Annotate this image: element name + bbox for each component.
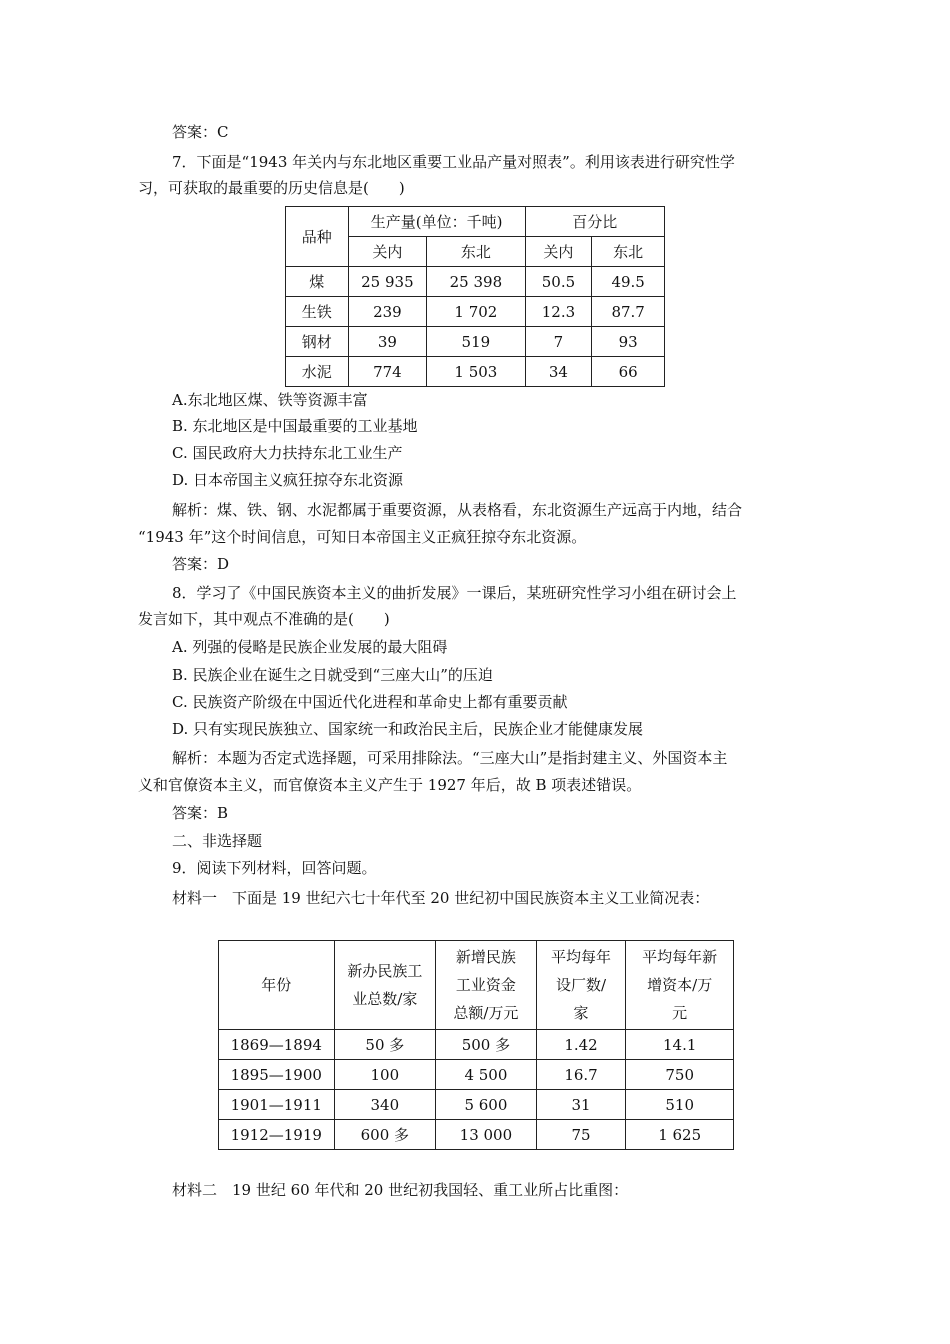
table-cell: 34 (525, 357, 592, 387)
answer-q7: 答案：D (172, 555, 230, 573)
option-7a: A.东北地区煤、铁等资源丰富 (172, 391, 368, 409)
answer-q6: 答案：C (172, 123, 229, 141)
table-cell: 5 600 (436, 1090, 537, 1120)
table-cell: 66 (592, 357, 665, 387)
table2-header-new-factories (334, 941, 436, 1030)
option-8a: A. 列强的侵略是民族企业发展的最大阻碍 (172, 638, 448, 656)
table-cell: 7 (525, 327, 592, 357)
header-text: 设厂数/ (556, 976, 607, 994)
table-row (219, 1060, 734, 1090)
header-text: 总额/万元 (453, 1004, 519, 1022)
section-heading: 二、非选择题 (172, 832, 263, 850)
table-cell: 239 (348, 297, 427, 327)
table-cell: 1 503 (427, 357, 525, 387)
option-7b: B. 东北地区是中国最重要的工业基地 (172, 417, 418, 435)
table-cell: 500 多 (436, 1030, 537, 1060)
table-cell: 75 (536, 1120, 626, 1150)
table-cell: 1901—1911 (219, 1090, 335, 1120)
table-cell: 1.42 (536, 1030, 626, 1060)
table-cell: 39 (348, 327, 427, 357)
table-row (219, 1120, 734, 1150)
table-cell: 100 (334, 1060, 436, 1090)
option-7c: C. 国民政府大力扶持东北工业生产 (172, 444, 403, 462)
question-8-line-1: 8．学习了《中国民族资本主义的曲折发展》一课后，某班研究性学习小组在研讨会上 (172, 584, 737, 602)
question-7-line-2: 习，可获取的最重要的历史信息是( ) (138, 179, 405, 197)
table-cell: 13 000 (436, 1120, 537, 1150)
table-cell: 1895—1900 (219, 1060, 335, 1090)
table-row (286, 297, 665, 327)
table-cell: 16.7 (536, 1060, 626, 1090)
explanation-7-line-1: 解析：煤、铁、钢、水泥都属于重要资源，从表格看，东北资源生产远高于内地，结合 (172, 501, 743, 519)
option-8d: D. 只有实现民族独立、国家统一和政治民主后，民族企业才能健康发展 (172, 720, 644, 738)
table-cell: 14.1 (626, 1030, 734, 1060)
table-cell: 25 935 (348, 267, 427, 297)
option-8c: C. 民族资产阶级在中国近代化进程和革命史上都有重要贡献 (172, 693, 568, 711)
table1-header-dongbei-pct: 东北 (592, 237, 665, 267)
table-row (286, 267, 665, 297)
table-cell: 774 (348, 357, 427, 387)
header-text: 平均每年 (551, 948, 612, 966)
table2-header-avg-capital (626, 941, 734, 1030)
material-1-intro: 材料一 下面是 19 世纪六七十年代至 20 世纪初中国民族资本主义工业简况表： (172, 889, 710, 907)
header-text: 工业资金 (455, 976, 516, 994)
table1-header-dongbei: 东北 (427, 237, 525, 267)
table-cell: 50.5 (525, 267, 592, 297)
table-cell: 1 702 (427, 297, 525, 327)
option-8b: B. 民族企业在诞生之日就受到“三座大山”的压迫 (172, 666, 493, 684)
table-row (219, 1030, 734, 1060)
table-cell: 4 500 (436, 1060, 537, 1090)
answer-q8: 答案：B (172, 804, 229, 822)
table-cell: 1 625 (626, 1120, 734, 1150)
header-text: 新办民族工 (347, 962, 423, 980)
table1-header-percent: 百分比 (525, 207, 664, 237)
question-8-line-2: 发言如下，其中观点不准确的是( ) (138, 610, 390, 628)
table-cell: 1869—1894 (219, 1030, 335, 1060)
header-text: 增资本/万 (647, 976, 713, 994)
table2-header-new-capital (436, 941, 537, 1030)
explanation-7-line-2: “1943 年”这个时间信息，可知日本帝国主义正疯狂掠夺东北资源。 (138, 528, 587, 546)
table-cell: 510 (626, 1090, 734, 1120)
table-cell: 31 (536, 1090, 626, 1120)
table-row (286, 357, 665, 387)
header-text: 业总数/家 (352, 990, 418, 1008)
table-cell: 87.7 (592, 297, 665, 327)
material-2-intro: 材料二 19 世纪 60 年代和 20 世纪初我国轻、重工业所占比重图： (172, 1181, 629, 1199)
table1-header-guannei-pct: 关内 (525, 237, 592, 267)
option-7d: D. 日本帝国主义疯狂掠夺东北资源 (172, 471, 404, 489)
table-cell: 水泥 (286, 357, 349, 387)
table-row (286, 327, 665, 357)
explanation-8-line-1: 解析：本题为否定式选择题，可采用排除法。“三座大山”是指封建主义、外国资本主 (172, 749, 728, 767)
table-cell: 519 (427, 327, 525, 357)
table-cell: 50 多 (334, 1030, 436, 1060)
production-comparison-table (285, 206, 665, 387)
question-9: 9．阅读下列材料，回答问题。 (172, 859, 377, 877)
table-row (219, 1090, 734, 1120)
table1-header-variety: 品种 (286, 207, 349, 267)
table-cell: 钢材 (286, 327, 349, 357)
table-cell: 600 多 (334, 1120, 436, 1150)
table-cell: 生铁 (286, 297, 349, 327)
table-cell: 1912—1919 (219, 1120, 335, 1150)
national-industry-table (218, 940, 734, 1150)
explanation-8-line-2: 义和官僚资本主义，而官僚资本主义产生于 1927 年后，故 B 项表述错误。 (138, 776, 642, 794)
table-cell: 340 (334, 1090, 436, 1120)
header-text: 平均每年新 (642, 948, 718, 966)
table1-header-output: 生产量(单位：千吨) (348, 207, 525, 237)
table-cell: 49.5 (592, 267, 665, 297)
header-text: 元 (672, 1004, 688, 1022)
question-7-line-1: 7．下面是“1943 年关内与东北地区重要工业品产量对照表”。利用该表进行研究性学 (172, 153, 735, 171)
header-text: 家 (573, 1004, 589, 1022)
table1-header-guannei: 关内 (348, 237, 427, 267)
table-cell: 煤 (286, 267, 349, 297)
table2-header-year: 年份 (219, 941, 335, 1030)
table-cell: 93 (592, 327, 665, 357)
header-text: 新增民族 (455, 948, 516, 966)
table-cell: 25 398 (427, 267, 525, 297)
table2-header-avg-factories (536, 941, 626, 1030)
table-cell: 750 (626, 1060, 734, 1090)
table-cell: 12.3 (525, 297, 592, 327)
